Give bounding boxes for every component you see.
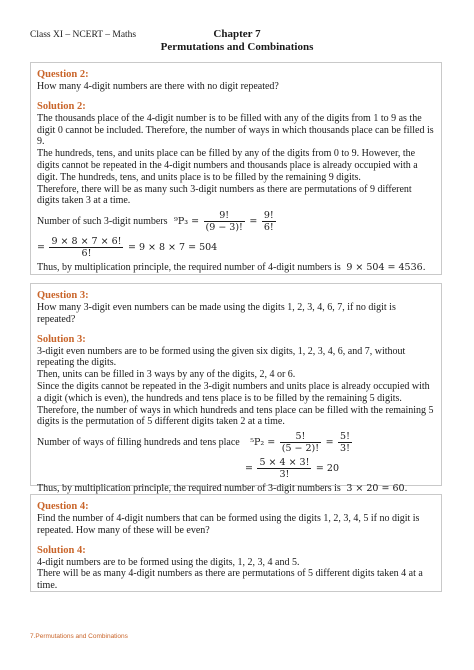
equals-sign: = <box>249 215 258 227</box>
solution-3-para-2: Then, units can be filled in 3 ways by any of the digits, 2, 4 or 6. <box>37 369 296 381</box>
denominator: 6! <box>263 222 274 234</box>
fraction <box>280 431 321 454</box>
fraction <box>338 431 352 454</box>
denominator: 6! <box>81 248 92 260</box>
question-3-box <box>30 283 442 495</box>
equals-sign: = <box>325 436 334 448</box>
permutation-symbol: ⁵P₂ = <box>250 436 276 448</box>
solution-3-heading: Solution 3: <box>37 333 86 345</box>
numerator: 9 × 8 × 7 × 6! <box>51 236 122 248</box>
solution-4-heading: Solution 4: <box>37 544 86 556</box>
question-3-heading: Question 3: <box>37 290 89 301</box>
solution-2-para-2: The hundreds, tens, and units place can be filled by any of the digits from 0 to 9. However, the digits cannot be repeated in the 4-digit numbers and thousands place is already occupied with a digit. The hundreds, tens, and units place is to be filled by the remaining 9 digits. <box>37 148 418 183</box>
fraction <box>49 236 123 259</box>
question-4-heading: Question 4: <box>37 501 89 512</box>
question-3-text: How many 3-digit even numbers can be made using the digits 1, 2, 3, 4, 6, 7, if no digit is repeated? <box>37 302 396 325</box>
question-2-text: How many 4-digit numbers are there with no digit repeated? <box>37 81 279 92</box>
chapter-heading <box>0 28 474 54</box>
equation-label: Number of such 3-digit numbers <box>37 215 168 227</box>
denominator: (5 − 2)! <box>281 443 320 455</box>
conclusion-result: 9 × 504 = 4536. <box>346 262 426 274</box>
conclusion-result: 3 × 20 = 60. <box>346 483 408 495</box>
solution-2-para-3: Therefore, there will be as many such 3-digit numbers as there are permutations of 9 different digits taken 3 at a time. <box>37 183 412 207</box>
question-4-text: Find the number of 4-digit numbers that can be formed using the digits 1, 2, 3, 4, 5 if no digit is repeated. How many of these will be even? <box>37 513 420 536</box>
solution-2-heading: Solution 2: <box>37 100 86 112</box>
solution-2-equation-2: = $\frac{9 \times 8 \times 7 \times 6!}{6!}$ = 9 × 8 × 7 = 504 <box>37 236 218 260</box>
solution-3-para-3: Since the digits cannot be repeated in the 3-digit numbers and units place is already occupied with a digit (which is even), the hundreds and tens place is to be filled by the remaining 5 digits. <box>37 380 430 404</box>
numerator: 9! <box>204 210 245 222</box>
equation-label: Number of ways of filling hundreds and tens place <box>37 436 240 448</box>
page-footer: 7.Permutations and Combinations <box>30 633 128 640</box>
solution-4-para-2: There will be as many 4-digit numbers as there are permutations of 5 different digits taken 4 at a time. <box>37 568 423 592</box>
denominator: (9 − 3)! <box>205 222 243 234</box>
numerator: 5! <box>280 431 321 443</box>
header-class-label: Class XI – NCERT – Maths <box>30 30 137 40</box>
solution-3-para-4: Therefore, the number of ways in which hundreds and tens place can be filled with the remaining 5 digits is the permutation of 5 different digits taken 2 at a time. <box>37 404 434 428</box>
denominator: 3! <box>340 443 350 455</box>
denominator: 3! <box>279 469 290 481</box>
question-2-box <box>30 62 442 275</box>
numerator: 5! <box>340 431 350 443</box>
solution-2-para-1: The thousands place of the 4-digit number is to be filled with any of the digits from 1 to 9 as the digit 0 cannot be included. Therefore, the number of ways in which thousands place can be filled is 9. <box>37 112 434 148</box>
numerator: 5 × 4 × 3! <box>259 457 310 469</box>
solution-3-equation-2: = $\frac{5 \times 4 \times 3!}{3!}$ = 20 <box>245 457 339 481</box>
permutation-symbol: ⁹P₃ = <box>174 215 200 227</box>
solution-2-equation-1 <box>37 210 435 233</box>
fraction <box>204 210 245 233</box>
fraction <box>257 457 311 480</box>
solution-2-conclusion: Thus, by multiplication principle, the required number of 4-digit numbers is 9 × 504 = 4536. <box>37 262 426 274</box>
fraction <box>262 210 276 233</box>
solution-4-para-1: 4-digit numbers are to be formed using the digits, 1, 2, 3, 4 and 5. <box>37 556 300 568</box>
equation-result: = 9 × 8 × 7 = 504 <box>127 241 218 253</box>
solution-3-equation-1 <box>37 431 435 454</box>
equation-result: = 20 <box>315 462 339 474</box>
numerator: 9! <box>263 210 274 222</box>
question-2-heading: Question 2: <box>37 69 89 80</box>
solution-3-para-1: 3-digit even numbers are to be formed using the given six digits, 1, 2, 3, 4, 6, and 7, without repeating the digits. <box>37 345 406 369</box>
chapter-title: Permutations and Combinations <box>160 41 314 53</box>
solution-3-conclusion: Thus, by multiplication principle, the required number of 3-digit numbers is 3 × 20 = 60. <box>37 483 408 495</box>
question-4-box <box>30 494 442 592</box>
chapter-number: Chapter 7 <box>213 28 261 40</box>
